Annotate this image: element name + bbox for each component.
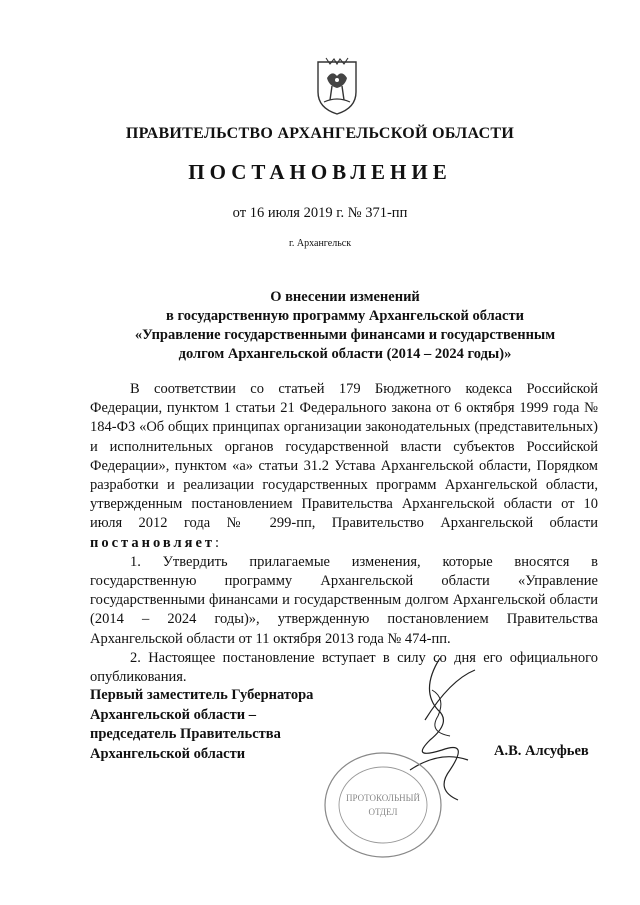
signer-name: А.В. Алсуфьев xyxy=(494,743,589,759)
government-title: ПРАВИТЕЛЬСТВО АРХАНГЕЛЬСКОЙ ОБЛАСТИ xyxy=(125,125,515,142)
svg-text:ОТДЕЛ: ОТДЕЛ xyxy=(368,807,398,817)
document-type: ПОСТАНОВЛЕНИЕ xyxy=(188,160,452,184)
resolution-keyword: постановляет xyxy=(90,534,216,551)
svg-text:ПРОТОКОЛЬНЫЙ: ПРОТОКОЛЬНЫЙ xyxy=(346,793,420,803)
subject-line: в государственную программу Архангельской области xyxy=(166,308,524,324)
subject-line: долгом Архангельской области (2014 – 2024 годы)» xyxy=(178,346,512,362)
subject-line: «Управление государственными финансами и государственным xyxy=(134,327,556,343)
signer-position xyxy=(90,686,313,764)
document-date-number: от 16 июля 2019 г. № 371-пп xyxy=(232,205,408,221)
clause-1: 1. Утвердить прилагаемые изменения, которые вносятся в государственную программу Архангельской области «Управление государственными финансами и государственным долгом Архангельской области (2014 – 2024 годы)», утвержденную постановлением Правительства Архангельской области от 11 октября 2013 года № 474-пп. xyxy=(90,553,598,647)
signer-position-line: председатель Правительства xyxy=(90,726,281,742)
document-body xyxy=(90,380,598,687)
document-city: г. Архангельск xyxy=(288,238,352,249)
signer-position-line: Архангельской области – xyxy=(90,706,256,723)
coat-of-arms-icon xyxy=(312,56,362,116)
preamble-text: В соответствии со статьей 179 Бюджетного кодекса Российской Федерации, пунктом 1 статьи 21 Федерального закона от 6 октября 1999 года № 184-ФЗ «Об общих принципах организации законодательных (представительных) и исполнительных органов государственной власти субъектов Российской Федерации», пунктом «а» статьи 31.2 Устава Архангельской области, Порядком разработки и реализации государственных программ Архангельской области, утвержденным постановлением Правительства Архангельской области от 10 июля 2012 года № 299-пп, Правительство Архангельской области xyxy=(90,381,598,532)
clause-2: 2. Настоящее постановление вступает в силу со дня его официального опубликования. xyxy=(90,649,598,686)
preamble-paragraph xyxy=(90,380,598,553)
signer-position-line: Архангельской области xyxy=(90,745,246,762)
official-stamp xyxy=(318,745,448,865)
signer-position-line: Первый заместитель Губернатора xyxy=(90,687,314,703)
subject-line: О внесении изменений xyxy=(270,289,420,305)
document-subject xyxy=(90,288,600,364)
preamble-end: : xyxy=(215,534,220,551)
